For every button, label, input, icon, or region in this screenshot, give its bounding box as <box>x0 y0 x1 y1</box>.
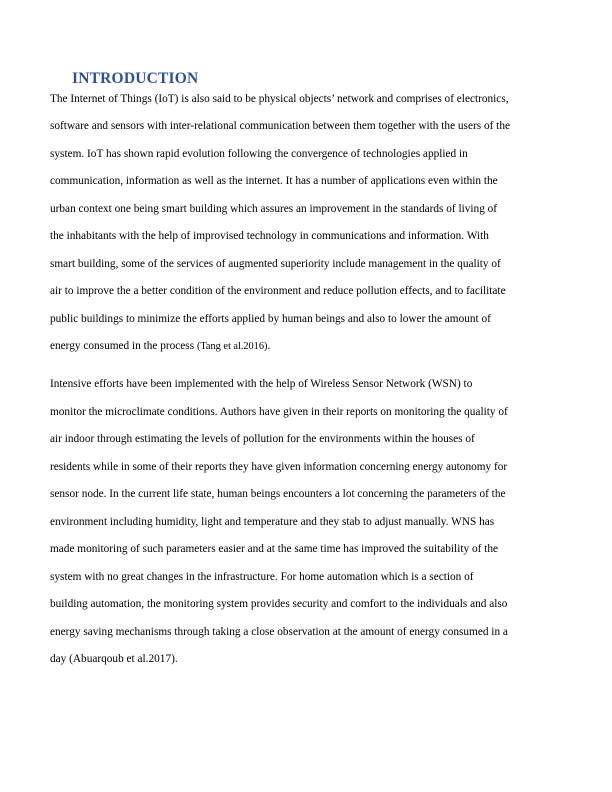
paragraph-2-line-4: residents while in some of their reports they have given information concerning energy autonomy for <box>50 461 508 473</box>
paragraph-1-line-4: communication, information as well as the internet. It has a number of applications even within the <box>50 175 498 187</box>
paragraph-1-line-5: urban context one being smart building which assures an improvement in the standards of living of <box>50 203 498 215</box>
section-heading: INTRODUCTION <box>72 70 199 87</box>
paragraph-2-line-6: environment including humidity, light and temperature and they stab to adjust manually. WNS has <box>50 516 495 528</box>
citation-tang: (Tang et al.2016) <box>196 341 268 352</box>
paragraph-2-line-7: made monitoring of such parameters easier and at the same time has improved the suitability of the <box>50 543 498 555</box>
paragraph-2-line-2: monitor the microclimate conditions. Authors have given in their reports on monitoring the quality of <box>50 406 508 418</box>
paragraph-1-line-10 <box>50 339 270 354</box>
paragraph-1-line-8: air to improve the a better condition of the environment and reduce pollution effects, and to facilitate <box>50 285 506 297</box>
paragraph-1-line-3: system. IoT has shown rapid evolution following the convergence of technologies applied in <box>50 148 468 160</box>
paragraph-2-line-1: Intensive efforts have been implemented with the help of Wireless Sensor Network (WSN) to <box>50 378 473 390</box>
paragraph-2-line-10: energy saving mechanisms through taking a close observation at the amount of energy consumed in a <box>50 626 508 638</box>
paragraph-1-line-1: The Internet of Things (IoT) is also said to be physical objects’ network and comprises of electronics, <box>50 93 509 105</box>
paragraph-1-line-6: the inhabitants with the help of improvised technology in communications and information. With <box>50 230 489 242</box>
paragraph-1-line-9: public buildings to minimize the efforts applied by human beings and also to lower the amount of <box>50 313 491 325</box>
paragraph-2-line-9: building automation, the monitoring system provides security and comfort to the individuals and also <box>50 598 508 610</box>
paragraph-2-line-11: day (Abuarqoub et al.2017). <box>50 653 178 665</box>
paragraph-2-line-3: air indoor through estimating the levels of pollution for the environments within the houses of <box>50 433 475 445</box>
paragraph-2-line-5: sensor node. In the current life state, human beings encounters a lot concerning the parameters of the <box>50 488 506 500</box>
paragraph-2-line-8: system with no great changes in the infrastructure. For home automation which is a section of <box>50 571 474 583</box>
paragraph-1-line-10-text: energy consumed in the process <box>50 340 197 352</box>
paragraph-1-line-7: smart building, some of the services of augmented superiority include management in the quality of <box>50 258 501 270</box>
paragraph-1-line-2: software and sensors with inter-relational communication between them together with the users of the <box>50 120 510 132</box>
citation-period: . <box>267 340 271 352</box>
